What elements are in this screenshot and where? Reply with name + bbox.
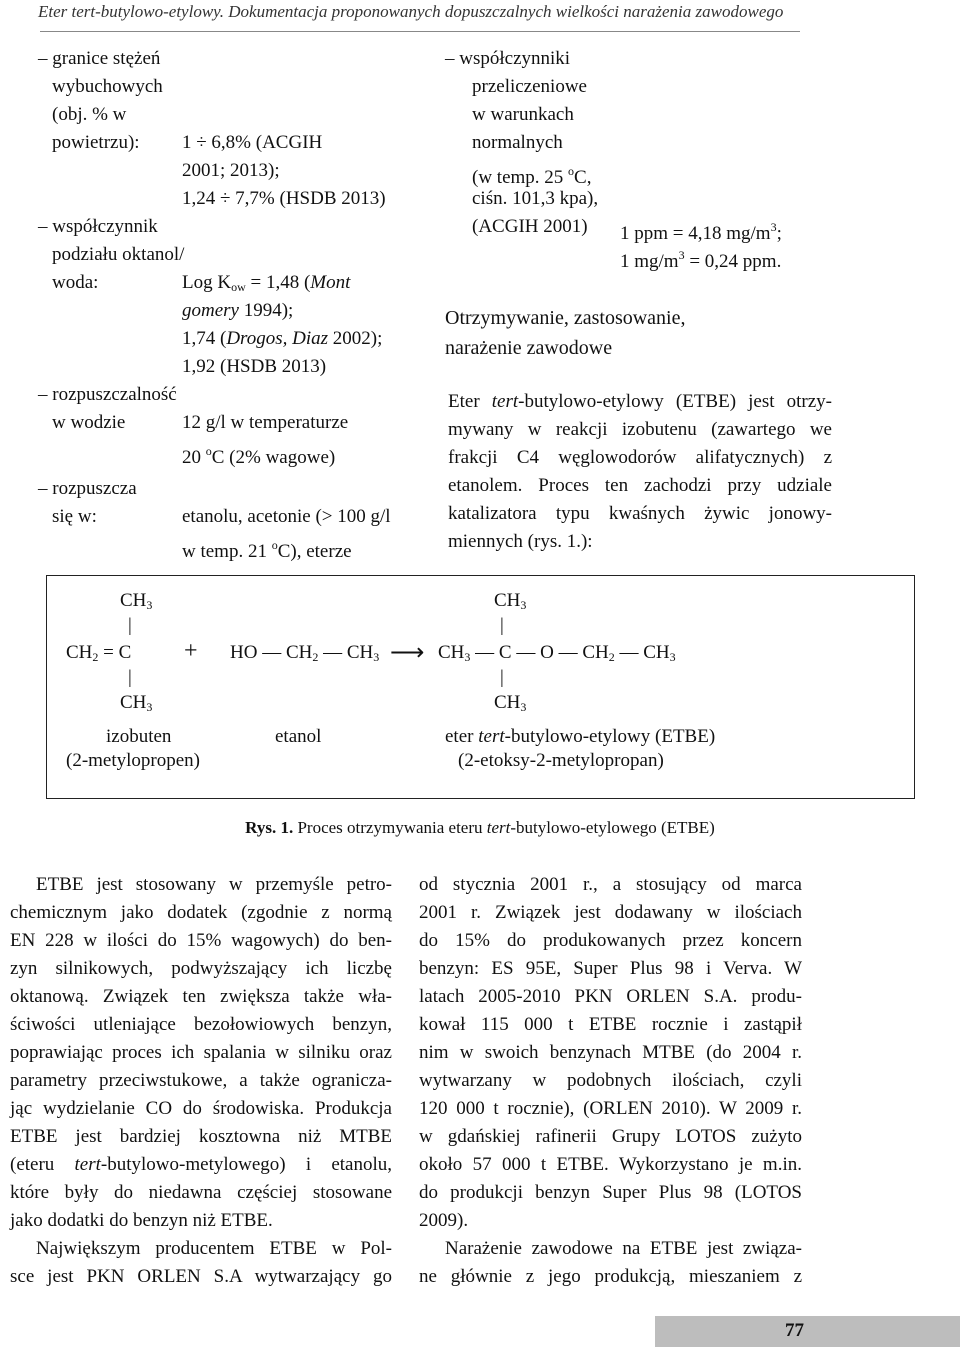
prop-label-solubility-2: w wodzie [52, 412, 126, 433]
prop-value-explosive-3: 1,24 ÷ 7,7% (HSDB 2013) [182, 188, 386, 209]
conv-temp: (w temp. 25 $^o$C, [472, 164, 592, 188]
prop-label-explosive-1: – granice stężeń [38, 48, 161, 69]
body-left-column: ETBE jest stosowany w przemyśle petro- chemicznym jako dodatek (zgodnie z normą EN 228 w ilości do 15% wagowych) do ben- zyn silnikowych, podwyższający ich liczbę oktanową. Związek ten zwiększa także wła- ściwości utleniające bezołowiowych benzyn, poprawiając proces ich spalania w silniku oraz parametry przeciwstukowe, a także ogranicza- jąc wydzielanie CO do środowiska. Produkcja ETBE jest bardziej kosztowna niż MTBE (eteru tert-butylowo-metylowego) i etanolu, które były do niedawna częściej stosowane jako dodatki do benzyn niż ETBE. Największym producentem ETBE w Pol- sce jest PKN ORLEN S.A wytwarzający go [10, 874, 392, 1287]
header-rule [40, 31, 800, 32]
name-etbe-iupac: (2-etoksy-2-metylopropan) [458, 750, 664, 771]
conv-label-1: – współczynniki [445, 48, 571, 69]
running-header: Eter tert-butylowo-etylowy. Dokumentacja proponowanych dopuszczalnych wielkości narażenia zawodowego [38, 2, 784, 21]
figure-caption: Rys. 1. Proces otrzymywania eteru tert-butylowo-etylowego (ETBE) [245, 818, 715, 837]
conv-pressure: ciśn. 101,3 kpa), [472, 188, 599, 209]
intro-paragraph: Eter tert-butylowo-etylowy (ETBE) jest otrzy- mywany w reakcji izobutenu (zawartego we frakcji C4 węglowodorów alifatycznych) z etanolem. Proces ten zachodzi przy udziale katalizatora typu kwaśnych żywic jonowy- miennych (rys. 1.): [448, 391, 832, 552]
section-heading-1: Otrzymywanie, zastosowanie, [445, 307, 686, 329]
etbe-top-ch3: $CH_3$ [494, 590, 527, 612]
conv-label-3: w warunkach [472, 104, 574, 125]
plus-sign: + [184, 638, 198, 664]
prop-label-solubility-1: – rozpuszczalność [38, 384, 177, 405]
prop-label-partition-1: – współczynnik [38, 216, 158, 237]
prop-value-logkow-2: gomery 1994); [182, 300, 294, 321]
ethanol-formula: HO — $CH_2$ — $CH_3$ [230, 642, 380, 664]
prop-value-logkow: Log $K_{ow} = 1,48$ (Mont [182, 272, 351, 294]
page-number: 77 [785, 1320, 804, 1341]
prop-label-solvents-1: – rozpuszcza [38, 478, 137, 499]
etbe-bottom-ch3: $CH_3$ [494, 692, 527, 714]
prop-label-explosive-2: wybuchowych [52, 76, 163, 97]
body-right-column: od stycznia 2001 r., a stosujący od marca 2001 r. Związek jest dodawany w ilościach do 15% do produkowanych przez koncern benzyn: ES 95E, Super Plus 98 i Verva. W latach 2005-2010 PKN ORLEN S.A. produ- kował 115 000 t ETBE rocznie i zastąpił nim w swoich benzynach MTBE (do 2004 r. wytwarzany w podobnych ilościach, czyli 120 000 t rocznie), (ORLEN 2010). W 2009 r. w gdańskiej rafinerii Grupy LOTOS zużyto około 57 000 t ETBE. Wykorzystano je m.in. do produkcji benzyn Super Plus 98 (LOTOS 2009). Narażenie zawodowe na ETBE jest związa- ne głównie z jego produkcją, mieszaniem z [419, 874, 802, 1287]
conv-label-4: normalnych [472, 132, 563, 153]
prop-value-solubility-1: 12 g/l w temperaturze [182, 412, 349, 433]
prop-value-logkow-3: 1,74 (Drogos, Diaz 2002); [182, 328, 383, 349]
conv-source: (ACGIH 2001) [472, 216, 588, 237]
isobutene-top-bond: | [128, 615, 132, 636]
prop-label-partition-3: woda: [52, 272, 99, 293]
prop-label-explosive-4: powietrzu): [52, 132, 140, 153]
prop-value-solubility-2: 20 $^o$C (2% wagowe) [182, 444, 336, 468]
etbe-formula: $CH_3$ — C — O — $CH_2$ — $CH_3$ [438, 642, 676, 664]
prop-value-explosive-2: 2001; 2013); [182, 160, 280, 181]
prop-label-solvents-2: się w: [52, 506, 97, 527]
prop-value-solvents-1: etanolu, acetonie (> 100 g/l [182, 506, 391, 527]
isobutene-bottom-ch3: $CH_3$ [120, 692, 153, 714]
prop-label-explosive-3: (obj. % w [52, 104, 127, 125]
prop-value-explosive-1: 1 ÷ 6,8% (ACGIH [182, 132, 323, 153]
prop-value-logkow-4: 1,92 (HSDB 2013) [182, 356, 327, 377]
prop-label-partition-2: podziału oktanol/ [52, 244, 185, 265]
name-isobutene: izobuten [106, 726, 172, 747]
name-isobutene-iupac: (2-metylopropen) [66, 750, 201, 771]
etbe-top-bond: | [500, 615, 504, 636]
conv-ppm: 1 ppm = 4,18 $mg/m^3$; [620, 220, 782, 244]
prop-value-solvents-2: w temp. 21 $^o$C), eterze [182, 538, 352, 562]
section-heading-2: narażenie zawodowe [445, 337, 613, 359]
etbe-bottom-bond: | [500, 667, 504, 688]
conv-mg: 1 $mg/m^3 = 0,24$ ppm. [620, 248, 782, 272]
reaction-arrow: ⟶ [390, 640, 425, 666]
name-ethanol: etanol [275, 726, 322, 747]
isobutene-top-ch3: $CH_3$ [120, 590, 153, 612]
name-etbe: eter tert-butylowo-etylowy (ETBE) [445, 726, 716, 747]
isobutene-bottom-bond: | [128, 667, 132, 688]
footer-bar [655, 1316, 960, 1347]
conv-label-2: przeliczeniowe [472, 76, 587, 97]
isobutene-main: $CH_2 = C$ [66, 642, 132, 664]
